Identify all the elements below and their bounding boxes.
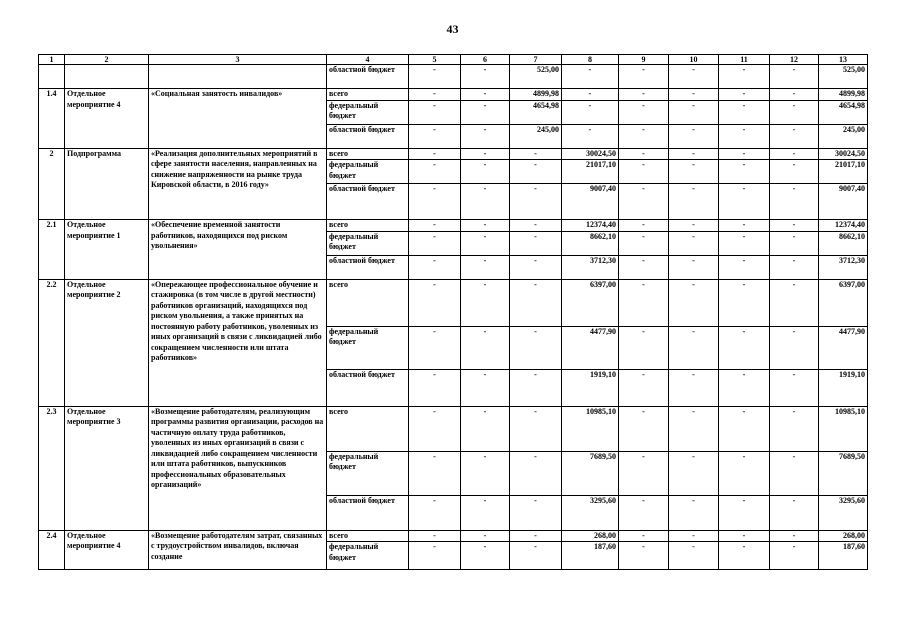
value-cell: - [770, 255, 819, 279]
value-cell: - [409, 542, 461, 570]
value-cell: 245,00 [819, 124, 868, 148]
value-cell: - [770, 89, 819, 101]
funding-source: всего [327, 279, 409, 326]
value-cell: - [770, 369, 819, 406]
value-cell: - [619, 326, 669, 369]
value-cell: - [461, 495, 510, 530]
value-cell: - [770, 495, 819, 530]
value-cell: - [619, 231, 669, 255]
value-cell: 3295,60 [562, 495, 619, 530]
value-cell: - [510, 530, 562, 542]
value-cell: 7689,50 [819, 451, 868, 495]
item-code: 2.1 [39, 220, 65, 280]
value-cell: - [770, 65, 819, 89]
value-cell: - [669, 65, 719, 89]
value-cell: - [409, 530, 461, 542]
item-code: 1.4 [39, 89, 65, 149]
value-cell: - [510, 231, 562, 255]
table-row [39, 279, 868, 326]
value-cell: - [669, 542, 719, 570]
value-cell: - [669, 184, 719, 220]
header-row [39, 55, 868, 65]
value-cell: 8662,10 [819, 231, 868, 255]
item-description: «Обеспечение временной занятости работников, находящихся под риском увольнения» [149, 220, 327, 280]
value-cell: 21017,10 [819, 160, 868, 184]
value-cell: 4654,98 [510, 100, 562, 124]
header-cell: 7 [510, 55, 562, 65]
funding-source: областной бюджет [327, 255, 409, 279]
value-cell: - [619, 369, 669, 406]
value-cell: 8662,10 [562, 231, 619, 255]
value-cell: - [510, 279, 562, 326]
funding-source: федеральный бюджет [327, 160, 409, 184]
value-cell: - [770, 124, 819, 148]
value-cell: - [619, 160, 669, 184]
funding-source: всего [327, 220, 409, 232]
item-name [65, 65, 149, 89]
value-cell: - [461, 530, 510, 542]
value-cell: - [669, 160, 719, 184]
value-cell: - [719, 89, 770, 101]
value-cell: - [461, 369, 510, 406]
value-cell: 4899,98 [510, 89, 562, 101]
value-cell: - [719, 124, 770, 148]
value-cell: - [770, 231, 819, 255]
value-cell: - [562, 89, 619, 101]
value-cell: - [619, 406, 669, 451]
value-cell: - [719, 406, 770, 451]
value-cell: - [669, 100, 719, 124]
value-cell: - [510, 369, 562, 406]
value-cell: - [619, 148, 669, 160]
item-name: Подпрограмма [65, 148, 149, 220]
header-cell: 1 [39, 55, 65, 65]
header-cell: 6 [461, 55, 510, 65]
funding-source: федеральный бюджет [327, 231, 409, 255]
value-cell: 1919,10 [819, 369, 868, 406]
item-code: 2.3 [39, 406, 65, 530]
value-cell: - [669, 495, 719, 530]
value-cell: - [510, 406, 562, 451]
funding-source: областной бюджет [327, 65, 409, 89]
value-cell: - [719, 255, 770, 279]
value-cell: 30024,50 [562, 148, 619, 160]
value-cell: - [719, 100, 770, 124]
value-cell: 9007,40 [562, 184, 619, 220]
item-description: «Реализация дополнительных мероприятий в сфере занятости населения, направленных на снижение напряженности на рынке труда Кировской области, в 2016 году» [149, 148, 327, 220]
value-cell: - [409, 255, 461, 279]
value-cell: - [719, 160, 770, 184]
value-cell: - [409, 369, 461, 406]
value-cell: - [770, 160, 819, 184]
value-cell: - [770, 326, 819, 369]
value-cell: - [719, 148, 770, 160]
table-row [39, 406, 868, 451]
value-cell: - [562, 65, 619, 89]
funding-source: федеральный бюджет [327, 100, 409, 124]
value-cell: - [619, 279, 669, 326]
value-cell: - [409, 406, 461, 451]
value-cell: - [719, 369, 770, 406]
value-cell: - [619, 495, 669, 530]
item-description: «Возмещение работодателям, реализующим программы развития организации, расходов на частичную оплату труда работников, уволенных из иных организаций в связи с ликвидацией либо сокращением численности или штата работников, выпускников профессиональных образовательных организаций» [149, 406, 327, 530]
value-cell: - [770, 220, 819, 232]
value-cell: - [461, 255, 510, 279]
value-cell: - [770, 530, 819, 542]
value-cell: 9007,40 [819, 184, 868, 220]
value-cell: - [510, 451, 562, 495]
funding-source: областной бюджет [327, 495, 409, 530]
table-body [39, 55, 868, 570]
value-cell: - [510, 184, 562, 220]
value-cell: - [409, 124, 461, 148]
table-row [39, 65, 868, 89]
value-cell: - [409, 220, 461, 232]
header-cell: 9 [619, 55, 669, 65]
funding-source: областной бюджет [327, 184, 409, 220]
value-cell: 4654,98 [819, 100, 868, 124]
value-cell: - [770, 406, 819, 451]
value-cell: 3712,30 [562, 255, 619, 279]
value-cell: 7689,50 [562, 451, 619, 495]
item-name: Отдельное мероприятие 3 [65, 406, 149, 530]
header-cell: 2 [65, 55, 149, 65]
header-cell: 3 [149, 55, 327, 65]
value-cell: - [669, 451, 719, 495]
value-cell: 3712,30 [819, 255, 868, 279]
item-code: 2.2 [39, 279, 65, 406]
value-cell: 10985,10 [819, 406, 868, 451]
table-row [39, 89, 868, 101]
value-cell: - [510, 148, 562, 160]
header-cell: 13 [819, 55, 868, 65]
value-cell: 187,60 [819, 542, 868, 570]
header-cell: 5 [409, 55, 461, 65]
value-cell: - [719, 231, 770, 255]
value-cell: - [719, 220, 770, 232]
funding-source: всего [327, 406, 409, 451]
value-cell: 6397,00 [562, 279, 619, 326]
value-cell: - [770, 542, 819, 570]
value-cell: - [619, 530, 669, 542]
value-cell: - [719, 495, 770, 530]
value-cell: - [619, 100, 669, 124]
value-cell: - [719, 530, 770, 542]
item-description: «Социальная занятость инвалидов» [149, 89, 327, 149]
value-cell: - [619, 65, 669, 89]
value-cell: - [461, 160, 510, 184]
value-cell: 6397,00 [819, 279, 868, 326]
value-cell: - [719, 279, 770, 326]
value-cell: - [669, 231, 719, 255]
value-cell: - [770, 184, 819, 220]
value-cell: 12374,40 [562, 220, 619, 232]
value-cell: 525,00 [819, 65, 868, 89]
value-cell: - [409, 184, 461, 220]
value-cell: 12374,40 [819, 220, 868, 232]
value-cell: - [461, 279, 510, 326]
value-cell: 525,00 [510, 65, 562, 89]
value-cell: - [770, 451, 819, 495]
value-cell: - [409, 279, 461, 326]
value-cell: - [669, 279, 719, 326]
value-cell: - [409, 89, 461, 101]
value-cell: - [461, 451, 510, 495]
page-number: 43 [446, 22, 459, 36]
value-cell: - [619, 89, 669, 101]
value-cell: - [669, 124, 719, 148]
value-cell: 245,00 [510, 124, 562, 148]
value-cell: - [562, 124, 619, 148]
header-cell: 12 [770, 55, 819, 65]
funding-source: всего [327, 530, 409, 542]
value-cell: - [461, 89, 510, 101]
value-cell: 3295,60 [819, 495, 868, 530]
value-cell: - [461, 220, 510, 232]
item-description: «Опережающее профессиональное обучение и стажировка (в том числе в другой местности) работников организаций, находящихся под риском увольнения, а также принятых на постоянную работу работников, уволенных из иных организаций в связи с ликвидацией либо сокращением численности или штата работников» [149, 279, 327, 406]
funding-source: областной бюджет [327, 369, 409, 406]
value-cell: - [461, 406, 510, 451]
value-cell: - [669, 220, 719, 232]
item-description [149, 65, 327, 89]
item-description: «Возмещение работодателям затрат, связанных с трудоустройством инвалидов, включая создание [149, 530, 327, 570]
value-cell: - [669, 369, 719, 406]
value-cell: - [409, 326, 461, 369]
header-cell: 10 [669, 55, 719, 65]
item-name: Отдельное мероприятие 4 [65, 530, 149, 570]
value-cell: 1919,10 [562, 369, 619, 406]
funding-source: всего [327, 89, 409, 101]
value-cell: - [770, 279, 819, 326]
value-cell: - [461, 65, 510, 89]
value-cell: 4477,90 [562, 326, 619, 369]
value-cell: - [461, 326, 510, 369]
value-cell: 21017,10 [562, 160, 619, 184]
item-name: Отдельное мероприятие 1 [65, 220, 149, 280]
value-cell: - [619, 124, 669, 148]
value-cell: - [510, 255, 562, 279]
value-cell: 4477,90 [819, 326, 868, 369]
value-cell: 4899,98 [819, 89, 868, 101]
funding-source: областной бюджет [327, 124, 409, 148]
value-cell: - [719, 451, 770, 495]
value-cell: - [510, 495, 562, 530]
value-cell: - [562, 100, 619, 124]
value-cell: - [409, 495, 461, 530]
item-code: 2 [39, 148, 65, 220]
item-name: Отдельное мероприятие 2 [65, 279, 149, 406]
value-cell: - [619, 184, 669, 220]
value-cell: - [669, 530, 719, 542]
header-cell: 4 [327, 55, 409, 65]
item-name: Отдельное мероприятие 4 [65, 89, 149, 149]
header-cell: 8 [562, 55, 619, 65]
value-cell: - [770, 148, 819, 160]
value-cell: - [669, 255, 719, 279]
value-cell: - [669, 148, 719, 160]
value-cell: - [510, 326, 562, 369]
value-cell: - [669, 89, 719, 101]
value-cell: 268,00 [819, 530, 868, 542]
value-cell: - [719, 542, 770, 570]
value-cell: - [461, 100, 510, 124]
value-cell: - [461, 231, 510, 255]
value-cell: - [719, 65, 770, 89]
item-code: 2.4 [39, 530, 65, 570]
value-cell: - [409, 231, 461, 255]
funding-source: федеральный бюджет [327, 326, 409, 369]
value-cell: 268,00 [562, 530, 619, 542]
value-cell: - [409, 160, 461, 184]
value-cell: - [669, 406, 719, 451]
funding-source: всего [327, 148, 409, 160]
table-row [39, 148, 868, 160]
value-cell: - [510, 542, 562, 570]
table-row [39, 530, 868, 542]
budget-table [38, 54, 868, 570]
value-cell: - [461, 542, 510, 570]
funding-source: федеральный бюджет [327, 451, 409, 495]
value-cell: - [770, 100, 819, 124]
value-cell: - [461, 148, 510, 160]
value-cell: - [409, 100, 461, 124]
value-cell: - [619, 542, 669, 570]
value-cell: - [461, 184, 510, 220]
value-cell: 30024,50 [819, 148, 868, 160]
value-cell: - [669, 326, 719, 369]
value-cell: - [510, 160, 562, 184]
item-code [39, 65, 65, 89]
value-cell: - [619, 451, 669, 495]
value-cell: - [510, 220, 562, 232]
table-row [39, 220, 868, 232]
value-cell: - [619, 255, 669, 279]
value-cell: - [719, 326, 770, 369]
header-cell: 11 [719, 55, 770, 65]
value-cell: - [719, 184, 770, 220]
funding-source: федеральный бюджет [327, 542, 409, 570]
value-cell: - [409, 148, 461, 160]
value-cell: 10985,10 [562, 406, 619, 451]
value-cell: - [409, 451, 461, 495]
value-cell: - [619, 220, 669, 232]
value-cell: - [461, 124, 510, 148]
value-cell: - [409, 65, 461, 89]
value-cell: 187,60 [562, 542, 619, 570]
